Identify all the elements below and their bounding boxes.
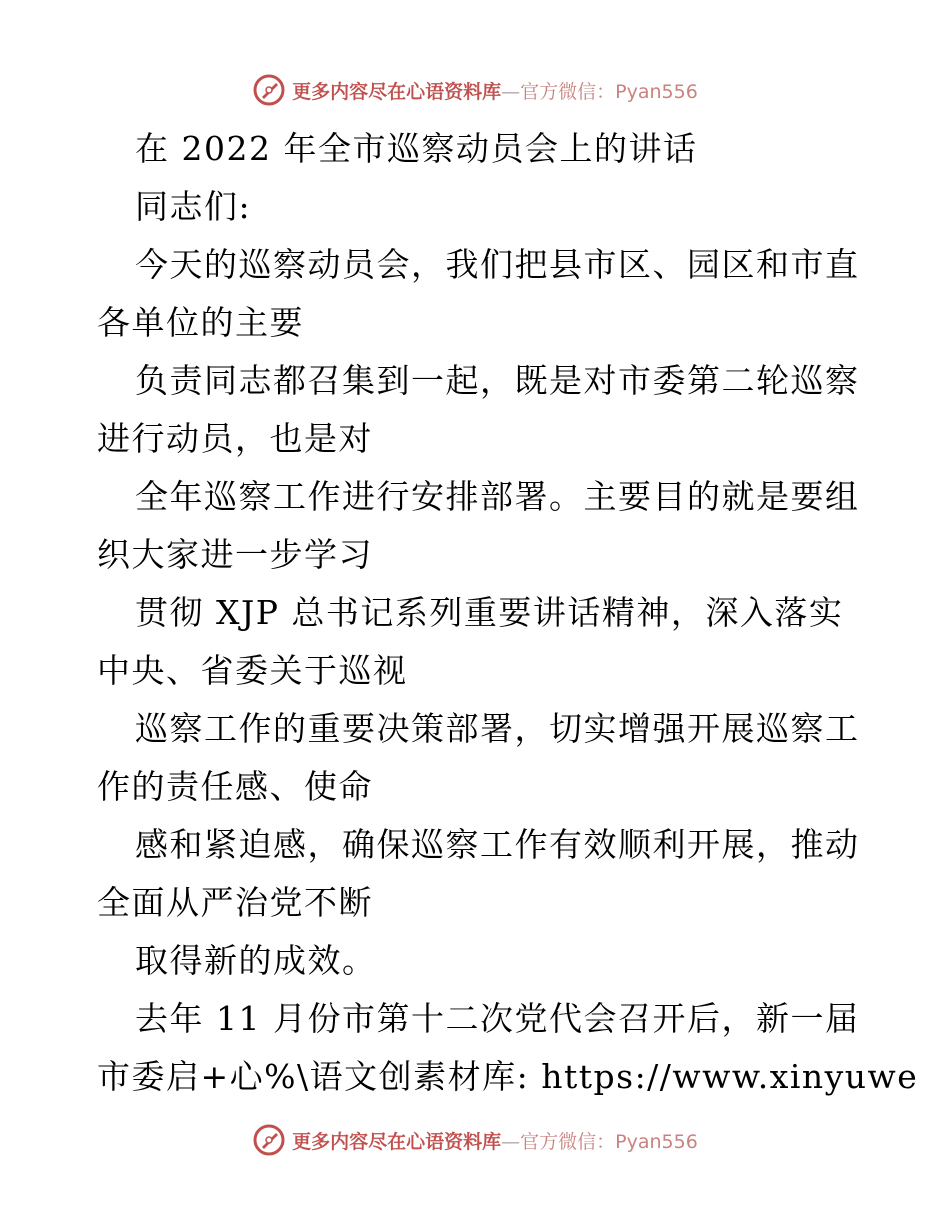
- banner-contact: 官方微信：Pyan556: [520, 1130, 698, 1153]
- text-line: 市委启+心%\语文创素材库: https://www.xinyuwe: [97, 1057, 919, 1096]
- text-line: 贯彻 XJP 总书记系列重要讲话精神，深入落实: [135, 593, 844, 632]
- banner-brand: 更多内容尽在心语资料库: [292, 80, 502, 103]
- text-line: 全年巡察工作进行安排部署。主要目的就是要组: [135, 477, 860, 516]
- text-line: 今天的巡察动员会，我们把县市区、园区和市直: [135, 245, 860, 284]
- banner-text: [292, 77, 698, 104]
- text-line: 去年 11 月份市第十二次党代会召开后，新一届: [135, 999, 860, 1038]
- text-line: 作的责任感、使命: [97, 767, 373, 806]
- banner-brand: 更多内容尽在心语资料库: [292, 1130, 502, 1153]
- text-line: 感和紧迫感，确保巡察工作有效顺利开展，推动: [135, 825, 860, 864]
- text-line: 巡察工作的重要决策部署，切实增强开展巡察工: [135, 709, 860, 748]
- quill-seal-icon: [252, 1123, 286, 1157]
- footer-banner: [0, 1120, 950, 1160]
- text-line: 全面从严治党不断: [97, 883, 373, 922]
- text-line: 织大家进一步学习: [97, 535, 373, 574]
- quill-seal-icon: [252, 73, 286, 107]
- document-body: [97, 120, 919, 1106]
- text-line: 同志们:: [135, 187, 252, 226]
- banner-text: [292, 1127, 698, 1154]
- banner-contact: 官方微信：Pyan556: [520, 80, 698, 103]
- header-banner: [0, 70, 950, 110]
- text-line: 各单位的主要: [97, 303, 304, 342]
- text-line: 中央、省委关于巡视: [97, 651, 408, 690]
- banner-separator: —: [501, 80, 521, 103]
- text-line: 负责同志都召集到一起，既是对市委第二轮巡察: [135, 361, 860, 400]
- text-line: 进行动员，也是对: [97, 419, 373, 458]
- text-line: 取得新的成效。: [135, 941, 377, 980]
- text-line: 在 2022 年全市巡察动员会上的讲话: [135, 129, 698, 168]
- banner-separator: —: [501, 1130, 521, 1153]
